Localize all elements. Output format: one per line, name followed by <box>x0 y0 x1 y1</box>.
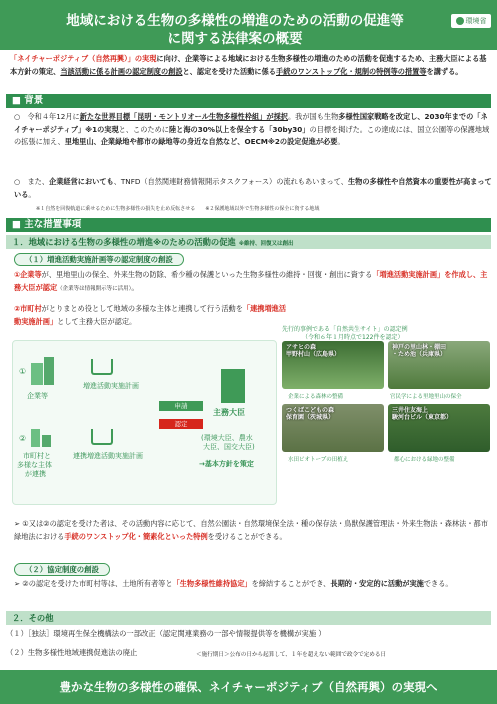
municipal-building-icon <box>31 429 40 447</box>
company-tower-icon <box>44 357 54 385</box>
diagram-ministers-l2: 大臣、国交大臣) <box>203 443 255 451</box>
bullet-text: 。我が国も生物 <box>287 112 339 121</box>
background-bullet-2 <box>14 176 492 201</box>
plan-book-icon <box>91 429 113 445</box>
title-banner <box>0 0 497 50</box>
summary-text: を講ずる。 <box>426 66 463 76</box>
diagram-actor-municipality-l2: 多様な主体 <box>17 461 52 469</box>
diagram-actor-municipality-l1: 市町村と <box>23 452 51 460</box>
diagram-ministers-l1: (環境大臣、農水 <box>201 434 253 442</box>
measure-item-2 <box>14 303 289 328</box>
diagram-plan-2: 連携増進活動実施計画 <box>73 452 143 460</box>
photo-urban-green <box>388 404 490 452</box>
bullet-text: の目標を掲げた。この達成には、国立公園等の保護地域の <box>14 124 490 146</box>
photo-paddy <box>282 404 384 452</box>
item-emphasis: 「連携増進活動実施計画」 <box>14 304 287 326</box>
bullet-text: ○ 令和４年12月に <box>14 112 80 121</box>
summary-emphasis: 当該活動に係る計画の認定制 <box>60 66 154 76</box>
result-emphasis: 手続のワンストップ化・簡素化 <box>64 531 165 541</box>
others-item-1: （１）［独法］環境再生保全機構法の一部改正（認定関連業務の一部や情報提供等を機構が実施 ） <box>6 629 326 638</box>
ministry-name: 環境省 <box>465 17 487 25</box>
result-emphasis: といった特例 <box>164 531 208 541</box>
result-text: 法・鳥獣保護管理法・外来生物法・森林法・都市緑地法における <box>14 519 488 541</box>
item-text: として主務大臣が認定。 <box>57 316 137 326</box>
result-text: を受けることができる。 <box>207 531 287 541</box>
company-building-icon <box>31 363 43 385</box>
subsection-1-note: ※維持、回復又は創出 <box>238 241 294 247</box>
bullet-emphasis: 里地里山、企業緑地や都市の緑地等の身近な自然など、OECM※2の設定促進が必要 <box>64 137 338 146</box>
measure-2-pill: （２）協定制度の創設 <box>14 563 110 576</box>
item-emphasis: ②市町村 <box>14 304 42 313</box>
agreement-part: を締結することができ、 <box>251 579 331 588</box>
agreement-emphasis: 「生物多様性維持協定」 <box>172 579 252 588</box>
bullet-text: て、 <box>333 177 348 186</box>
effective-date-note: ＜施行期日＞公布の日から起算して、１年を超えない範囲で政令で定める日 <box>196 652 387 658</box>
item-text: が、里地里山の保全、外来生物の防除、希少種の保護といった生物多様性の維持・回復・ <box>41 270 330 279</box>
bullet-text: 。 <box>28 189 36 199</box>
agreement-emphasis: 長期的・安定的に活動が実施 <box>330 579 424 588</box>
bullet-emphasis: 生物の多様性や自然資本の重要性が高まっている <box>14 177 492 199</box>
examples-caption-l1: 先行的事例である「自然共生サイト」の認定例 <box>282 326 408 333</box>
summary-text: と、認定を受けた活動に係る <box>182 66 276 76</box>
bullet-emphasis: 海の30%以上を保全する「30by30」 <box>183 124 310 134</box>
photo-forest <box>282 341 384 389</box>
examples-caption-l2: （令和６年１月時点で122件を認定） <box>302 334 404 341</box>
item-note: （企業等は情報開示等に活用） <box>57 285 132 292</box>
certify-arrow: 認定 <box>159 419 203 429</box>
summary-text: 増進のための活動を促進するため、 <box>314 54 429 63</box>
ministry-logo <box>451 14 491 28</box>
bullet-emphasis: 陸と <box>168 124 184 134</box>
bullet-text: 、TNFD（自然関連財務情報開示タスクフォース）の流れもあいまっ <box>113 177 334 186</box>
bullet-emphasis: 多様性国家戦略を改定し、2030年までの「ネイチャーポジティブ」※1の実現 <box>14 112 488 134</box>
diagram-number-2: ② <box>19 434 27 443</box>
others-item-2: （２）生物多様性地域連携促進法の廃止 <box>6 648 138 657</box>
background-bullet-1 <box>14 111 492 149</box>
agreement-part: ➢ ②の認定を受けた市町村等は、土地所有者等と <box>14 579 173 588</box>
footer-slogan: 豊かな生物の多様性の確保、ネイチャーポジティブ（自然再興）の実現へ <box>0 670 497 704</box>
result-text: ➢ ①又は②の認定を受けた者は、その活動内容に応じて、自然公園法・自然環境保全法・種の保存 <box>14 519 330 528</box>
apply-arrow: 申請 <box>159 401 203 411</box>
subsection-1-title: １．地域における生物の多様性の増進※のための活動の促進 <box>12 237 236 247</box>
photo-caption: 官民学による里地里山の保全 <box>390 394 462 400</box>
item-text: 創出に資する <box>329 270 373 279</box>
bullet-text: 拡張に加え、 <box>21 137 65 146</box>
photo-tag: アサヒの森 甲野村山（広島県） <box>286 344 341 358</box>
government-building-icon <box>221 369 245 403</box>
diagram-policy: →基本方針を策定 <box>199 460 254 468</box>
summary-emphasis: 手続のワンストップ化・規制の特例等の措置等 <box>276 66 427 76</box>
plan-book-icon <box>91 359 113 375</box>
diagram-actor-municipality-l3: が連携 <box>25 470 46 478</box>
bullet-emphasis: 新たな世界目標「昆明・モントリオール生物多様性枠組」が採択 <box>79 112 288 121</box>
agreement-text <box>14 578 492 591</box>
photo-caption: 企業による森林の整備 <box>288 394 344 400</box>
municipal-house-icon <box>42 435 51 447</box>
photo-satoyama <box>388 341 490 389</box>
photo-tag: 神戸の里山林・棚田 ・ため池（兵庫県） <box>392 344 447 358</box>
photo-tag: 三井住友海上 駿河台ビル（東京都） <box>392 407 453 421</box>
diagram-minister: 主務大臣 <box>213 408 245 417</box>
others-heading: ２．その他 <box>6 611 491 625</box>
summary-emphasis: 度の創設 <box>153 66 183 76</box>
photo-caption: 都心における緑地の整備 <box>394 457 455 463</box>
certification-result <box>14 518 492 543</box>
diagram-actor-companies: 企業等 <box>27 392 48 400</box>
main-measures-heading: ■ 主な措置事項 <box>6 218 491 232</box>
footnote: ※１自然を回復軌道に乗せるために生物多様性の損失を止め反転させる ※２保護地域以外で生物多様性の保全に資する地域 <box>36 206 320 212</box>
diagram-number-1: ① <box>19 367 27 376</box>
summary-text: に向け、企業等による地域における生物多様性の <box>156 54 315 63</box>
document-title-line2: に関する法律案の概要 <box>167 31 303 47</box>
bullet-text: ○ また、 <box>14 177 50 186</box>
background-heading: ■ 背景 <box>6 94 491 108</box>
bullet-text: と、このために <box>118 124 169 134</box>
bullet-text: 。 <box>337 137 345 146</box>
ministry-mark-icon <box>456 17 464 25</box>
nature-positive-phrase: 「ネイチャーポジティブ（自然再興）」の実現 <box>10 54 157 63</box>
subsection-1-heading <box>6 235 491 249</box>
item-emphasis: ①企業等 <box>14 270 42 279</box>
measure-1-pill: （１）増進活動実施計画等の認定制度の創設 <box>14 253 184 266</box>
bullet-emphasis: 企業経営においても <box>49 177 114 186</box>
certification-diagram <box>12 340 277 505</box>
photo-caption: 水田ビオトープの田植え <box>288 457 349 463</box>
item-text: がとりまとめ役として地域の多様な主体と連携して行う活動を <box>41 304 243 313</box>
diagram-plan-1: 増進活動実施計画 <box>83 382 139 390</box>
item-text: 。 <box>131 282 139 292</box>
photo-tag: つくばこどもの森 保育園（茨城県） <box>286 407 335 421</box>
document-title-line1: 地域における生物の多様性の増進のための活動の促進等 <box>66 13 404 29</box>
agreement-part: できる。 <box>423 579 453 588</box>
summary-paragraph <box>10 53 488 91</box>
measure-item-1 <box>14 269 492 295</box>
summary-text: 主務大臣による基本方針の策定、 <box>10 54 487 76</box>
item-emphasis: 「増進活動実施計画」を作成し、主務大臣が認定 <box>14 270 488 292</box>
